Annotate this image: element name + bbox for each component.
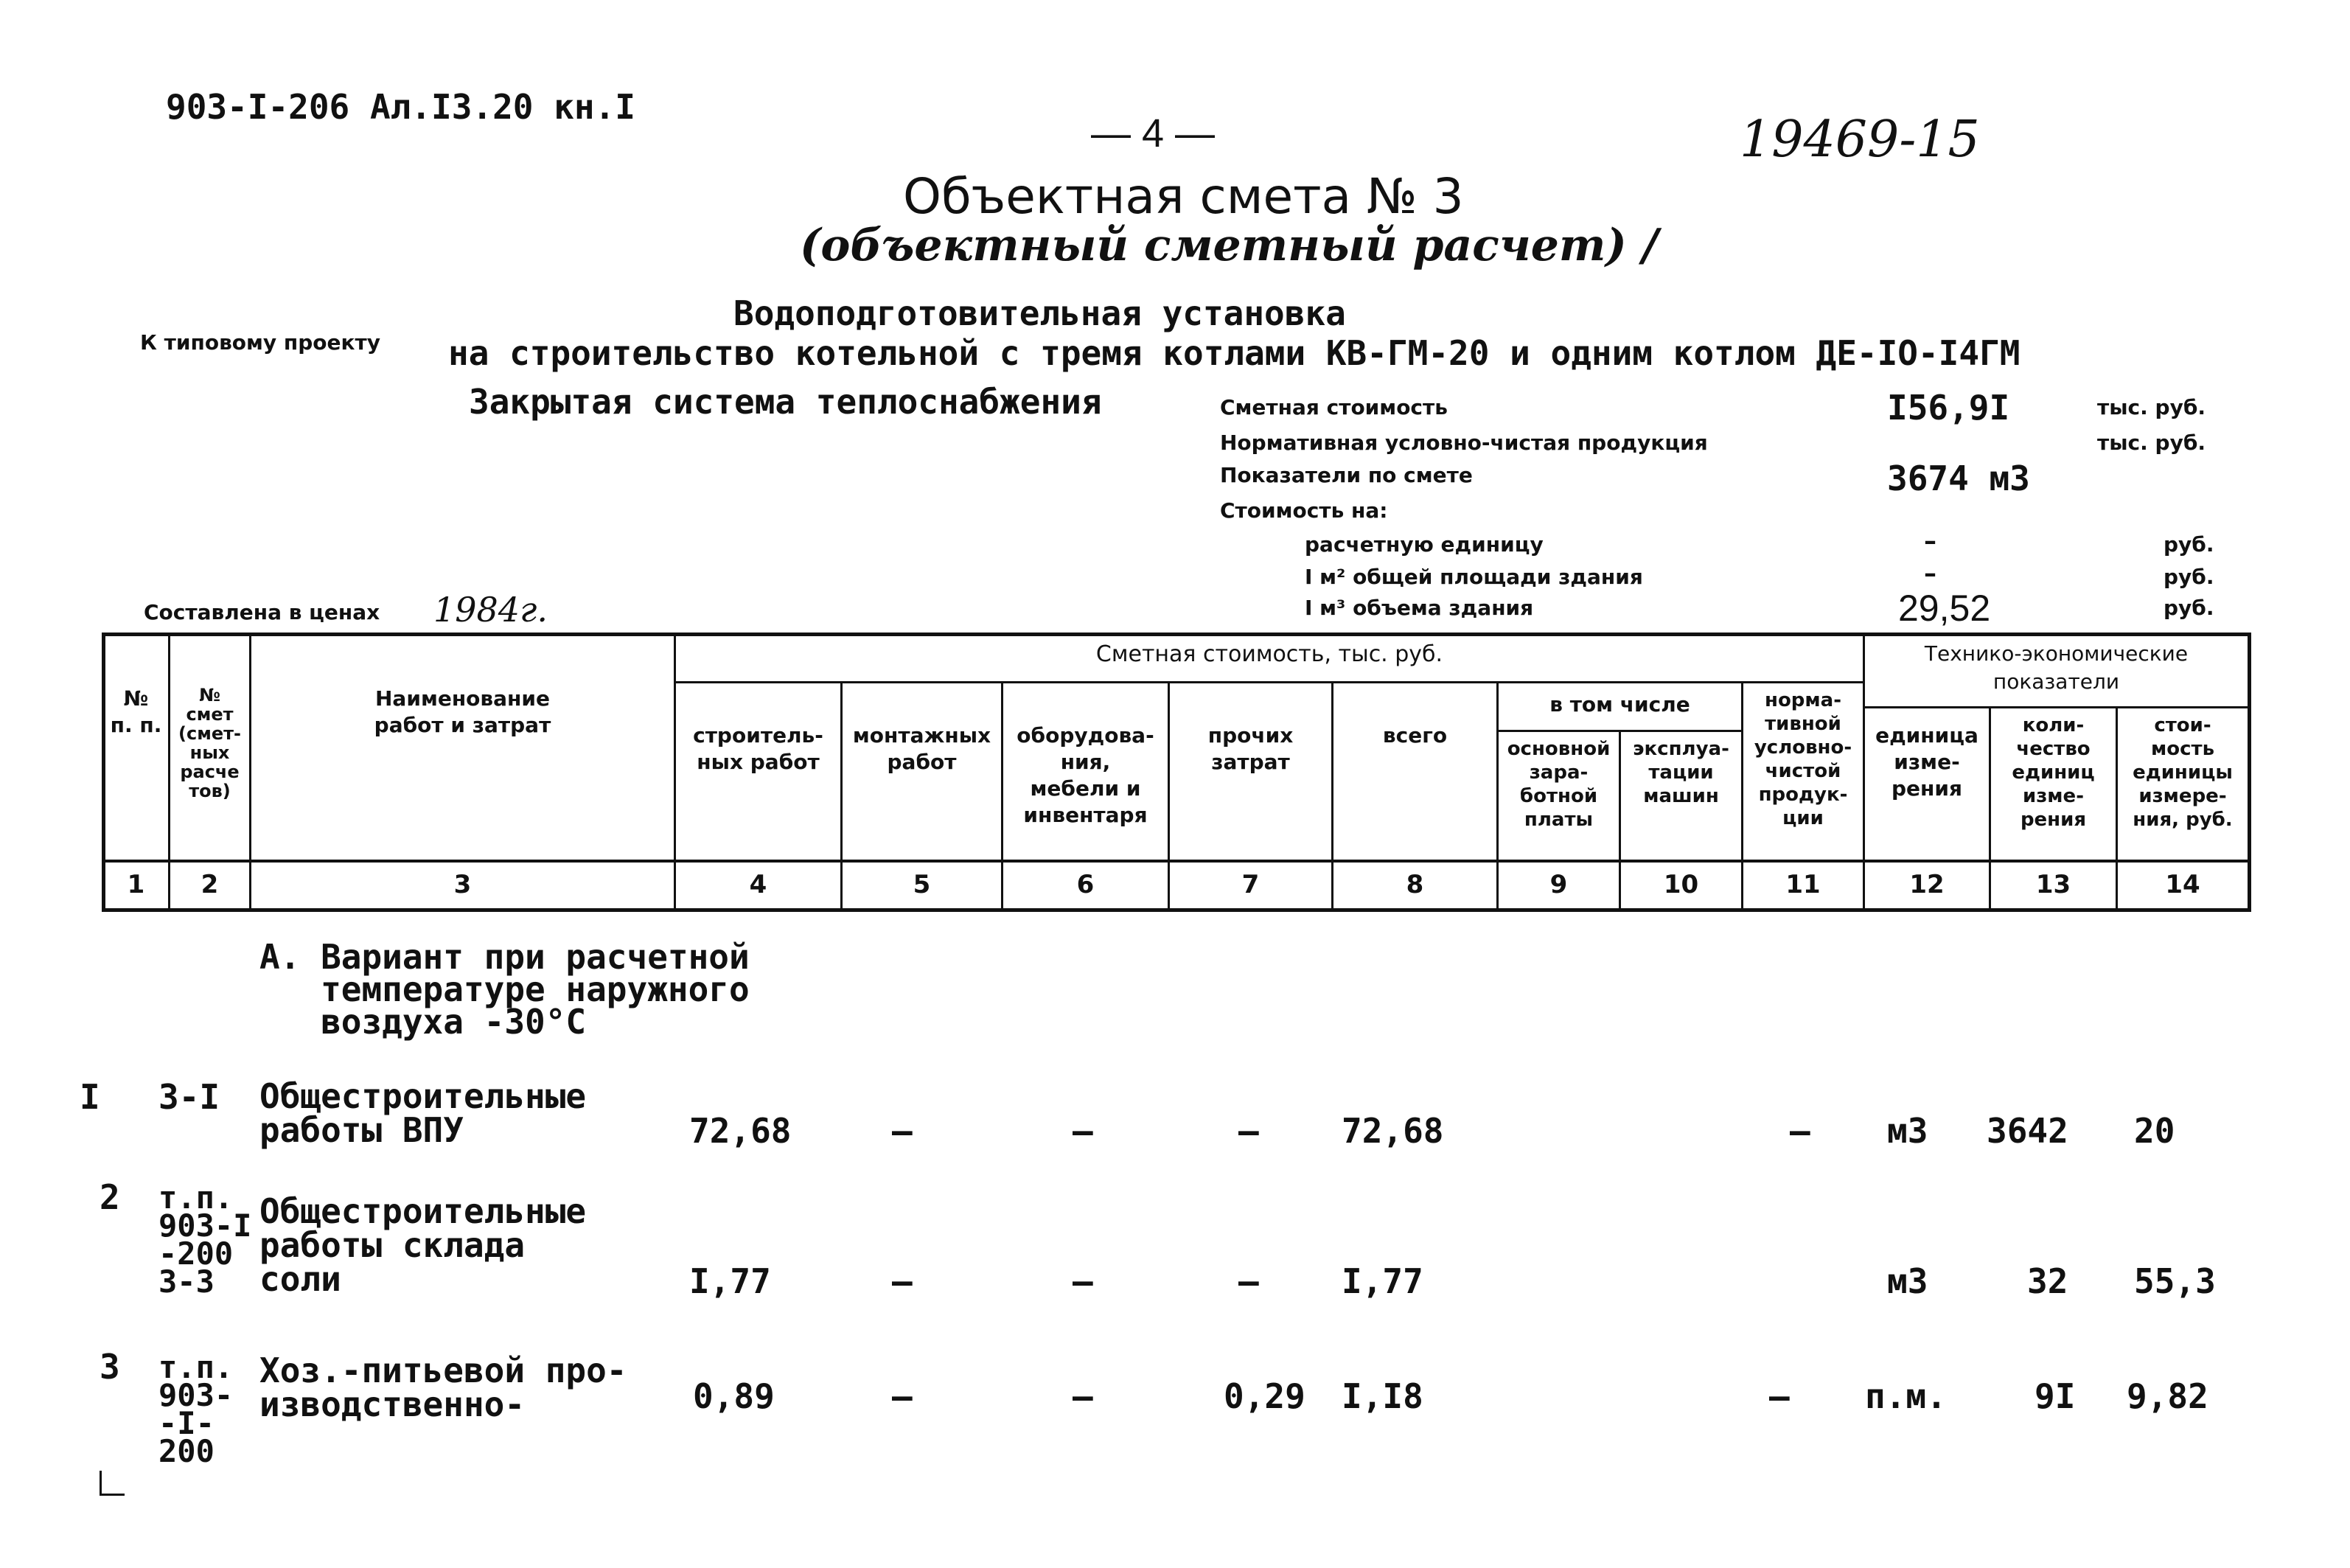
indicators-value: 3674 м3 bbox=[1887, 459, 2030, 498]
corner-mark bbox=[100, 1471, 102, 1496]
per-unit-label: расчетную единицу bbox=[1305, 532, 1544, 557]
row-unit: м3 bbox=[1887, 1111, 1928, 1151]
row-qty: 9I bbox=[2035, 1376, 2076, 1416]
header-no: № п. п. bbox=[110, 686, 162, 737]
header-total: всего bbox=[1382, 723, 1448, 748]
row-equipment: – bbox=[1073, 1261, 1093, 1301]
estimated-cost-value: I56,9I bbox=[1887, 388, 2010, 428]
row-equipment: – bbox=[1073, 1111, 1093, 1151]
row-installation: – bbox=[892, 1376, 913, 1416]
row-installation: – bbox=[892, 1111, 913, 1151]
per-volume-value: 29,52 bbox=[1898, 588, 1991, 629]
typical-project-label: К типовому проекту bbox=[140, 330, 381, 355]
row-construction: I,77 bbox=[689, 1261, 771, 1301]
header-including: в том числе bbox=[1549, 692, 1690, 717]
prices-label: Составлена в ценах bbox=[144, 600, 380, 624]
column-number: 6 bbox=[1076, 870, 1095, 899]
row-unit-cost: 55,3 bbox=[2134, 1261, 2216, 1301]
page-subtitle: (объектный сметный расчет) / bbox=[800, 220, 1659, 271]
row-equipment: – bbox=[1073, 1376, 1093, 1416]
row-name: Хоз.-питьевой про- изводственно- bbox=[259, 1351, 627, 1424]
header-unit-cost: стои- мость единицы измере- ния, руб. bbox=[2133, 714, 2233, 831]
row-other: – bbox=[1238, 1261, 1259, 1301]
row-unit: п.м. bbox=[1865, 1376, 1947, 1416]
object-name: Водоподготовительная установка bbox=[733, 293, 1346, 333]
header-normative: норма- тивной условно- чистой продук- ции bbox=[1754, 689, 1852, 829]
header-cost-group: Сметная стоимость, тыс. руб. bbox=[1095, 641, 1443, 667]
header-unit: единица изме- рения bbox=[1875, 723, 1978, 801]
per-area-label: I м² общей площади здания bbox=[1305, 565, 1643, 589]
column-number: 11 bbox=[1785, 870, 1821, 899]
row-name: Общестроительные работы ВПУ bbox=[259, 1076, 587, 1150]
column-number: 4 bbox=[749, 870, 767, 899]
per-unit-unit: руб. bbox=[2164, 532, 2214, 557]
column-number: 8 bbox=[1406, 870, 1424, 899]
project-description: на строительство котельной с тремя котлами КВ-ГМ-20 и одним котлом ДЕ-IO-I4ГМ bbox=[448, 333, 2020, 373]
normative-unit: тыс. руб. bbox=[2097, 431, 2206, 455]
row-total: I,I8 bbox=[1342, 1376, 1423, 1416]
row-qty: 32 bbox=[2027, 1261, 2068, 1301]
header-other: прочих затрат bbox=[1207, 723, 1294, 774]
row-total: 72,68 bbox=[1342, 1111, 1444, 1151]
page-number: — 4 — bbox=[1091, 111, 1216, 156]
document-code: 903-I-206 Ал.I3.20 кн.I bbox=[166, 87, 635, 127]
corner-mark bbox=[100, 1494, 125, 1496]
row-estimate: 3-I bbox=[158, 1077, 220, 1117]
column-number: 9 bbox=[1549, 870, 1568, 899]
row-normative: – bbox=[1790, 1111, 1810, 1151]
header-equipment: оборудова- ния, мебели и инвентаря bbox=[1017, 723, 1154, 827]
header-tech-group: Технико-экономические показатели bbox=[1924, 641, 2189, 694]
prices-year: 1984г. bbox=[433, 590, 548, 630]
cost-per-label: Стоимость на: bbox=[1220, 498, 1388, 523]
row-other: – bbox=[1238, 1111, 1259, 1151]
per-area-unit: руб. bbox=[2164, 565, 2214, 589]
row-total: I,77 bbox=[1342, 1261, 1423, 1301]
row-estimate: т.п. 903-I -200 3-3 bbox=[158, 1180, 252, 1300]
column-number: 7 bbox=[1241, 870, 1260, 899]
row-construction: 72,68 bbox=[689, 1111, 792, 1151]
row-estimate: т.п. 903- -I- 200 bbox=[158, 1349, 234, 1469]
header-name: Наименование работ и затрат bbox=[374, 686, 551, 737]
column-number: 2 bbox=[201, 870, 219, 899]
row-no: I bbox=[80, 1077, 100, 1117]
column-number: 5 bbox=[913, 870, 931, 899]
row-unit-cost: 9,82 bbox=[2127, 1376, 2208, 1416]
handwritten-reference: 19469-15 bbox=[1740, 111, 1980, 169]
estimated-cost-label: Сметная стоимость bbox=[1220, 395, 1448, 419]
per-volume-label: I м³ объема здания bbox=[1305, 596, 1534, 620]
per-unit-value: – bbox=[1924, 526, 1936, 556]
row-no: 2 bbox=[100, 1177, 120, 1217]
section-heading: А. Вариант при расчетной температуре наружного воздуха -30°С bbox=[259, 937, 750, 1042]
row-unit-cost: 20 bbox=[2134, 1111, 2175, 1151]
row-normative: – bbox=[1769, 1376, 1790, 1416]
row-unit: м3 bbox=[1887, 1261, 1928, 1301]
column-number: 10 bbox=[1663, 870, 1699, 899]
row-no: 3 bbox=[100, 1347, 120, 1387]
normative-label: Нормативная условно-чистая продукция bbox=[1220, 431, 1708, 455]
per-area-value: – bbox=[1924, 559, 1936, 588]
per-volume-unit: руб. bbox=[2164, 596, 2214, 620]
row-name: Общестроительные работы склада соли bbox=[259, 1191, 587, 1299]
header-installation: монтажных работ bbox=[852, 723, 991, 774]
heating-system: Закрытая система теплоснабжения bbox=[469, 382, 1102, 422]
estimated-cost-unit: тыс. руб. bbox=[2097, 395, 2206, 419]
header-qty: коли- чество единиц изме- рения bbox=[2012, 714, 2095, 831]
header-estimate-no: № смет (смет- ных расче тов) bbox=[178, 685, 241, 801]
row-qty: 3642 bbox=[1987, 1111, 2068, 1151]
column-number: 3 bbox=[453, 870, 472, 899]
header-wages: основной зара- ботной платы bbox=[1507, 738, 1611, 831]
column-number: 1 bbox=[127, 870, 145, 899]
row-installation: – bbox=[892, 1261, 913, 1301]
row-other: 0,29 bbox=[1224, 1376, 1305, 1416]
page-title: Объектная смета № 3 bbox=[903, 168, 1464, 225]
row-construction: 0,89 bbox=[693, 1376, 775, 1416]
column-number: 12 bbox=[1909, 870, 1945, 899]
indicators-label: Показатели по смете bbox=[1220, 463, 1473, 487]
column-number: 13 bbox=[2035, 870, 2071, 899]
header-construction: строитель- ных работ bbox=[693, 723, 823, 774]
header-machines: эксплуа- тации машин bbox=[1633, 738, 1729, 807]
column-number: 14 bbox=[2165, 870, 2200, 899]
